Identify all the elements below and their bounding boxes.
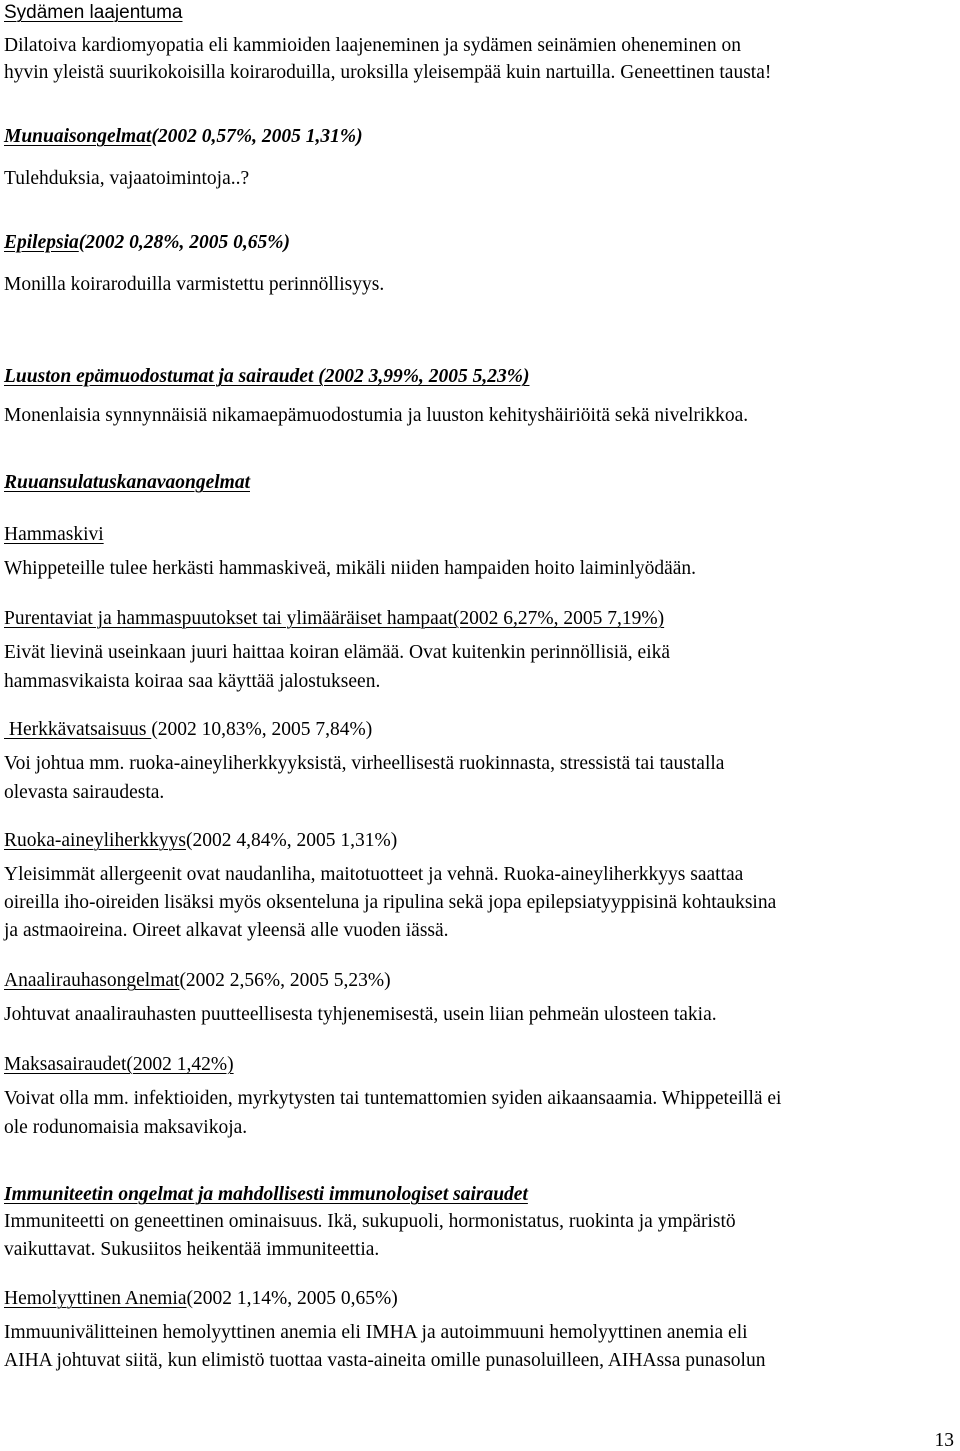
immunity-text-line-1: Immuniteetti on geneettinen ominaisuus. Ikä, sukupuoli, hormonistatus, ruokinta ja ympäristö — [4, 1211, 736, 1232]
food-allergy-heading-title: Ruoka-aineyliherkkyys — [4, 830, 186, 851]
epilepsy-text: Monilla koiraroduilla varmistettu perinnöllisyys. — [4, 274, 385, 295]
food-allergy-heading-stats: (2002 4,84%, 2005 1,31%) — [185, 830, 398, 851]
anal-gland-heading-title: Anaalirauhasongelmat — [4, 970, 180, 991]
epilepsy-heading-title: Epilepsia — [4, 232, 79, 253]
immunity-text-line-2: vaikuttavat. Sukusiitos heikentää immuniteettia. — [4, 1239, 380, 1260]
food-allergy-text-line-1: Yleisimmät allergeenit ovat naudanliha, maitotuotteet ja vehnä. Ruoka-aineyliherkkyys saattaa — [4, 864, 744, 885]
skeleton-heading: Luuston epämuodostumat ja sairaudet (2002 3,99%, 2005 5,23%) — [4, 366, 530, 387]
immunity-heading: Immuniteetin ongelmat ja mahdollisesti immunologiset sairaudet — [4, 1184, 528, 1205]
kidney-heading-title: Munuaisongelmat — [4, 126, 152, 147]
anemia-heading-title: Hemolyyttinen Anemia — [4, 1288, 187, 1309]
sensitive-stomach-heading-title: Herkkävatsaisuus — [4, 719, 152, 740]
skeleton-text: Monenlaisia synnynnäisiä nikamaepämuodostumia ja luuston kehityshäiriöitä sekä nivelrikkoa. — [4, 405, 749, 426]
food-allergy-text-line-3: ja astmaoireina. Oireet alkavat yleensä alle vuoden iässä. — [4, 920, 449, 941]
food-allergy-text-line-2: oireilla iho-oireiden lisäksi myös oksenteluna ja ripulina sekä jopa epilepsiatyyppisinä kohtauksina — [4, 892, 777, 913]
teeth-heading: Purentaviat ja hammaspuutokset tai ylimääräiset hampaat(2002 6,27%, 2005 7,19%) — [4, 608, 665, 629]
anal-gland-text: Johtuvat anaalirauhasten puutteellisesta tyhjenemisestä, usein liian pehmeän ulosteen takia. — [4, 1004, 717, 1025]
anal-gland-heading — [4, 971, 391, 991]
sensitive-stomach-heading — [4, 720, 372, 740]
kidney-heading — [4, 127, 363, 147]
anemia-heading — [4, 1289, 398, 1309]
digestive-heading: Ruuansulatuskanavaongelmat — [4, 472, 250, 493]
heart-heading: Sydämen laajentuma — [4, 2, 183, 23]
liver-heading: Maksasairaudet(2002 1,42%) — [4, 1054, 234, 1075]
anemia-text-line-2: AIHA johtuvat siitä, kun elimistö tuottaa vasta-aineita omille punasoluilleen, AIHAssa punasolun — [4, 1350, 766, 1371]
liver-text-line-1: Voivat olla mm. infektioiden, myrkytysten tai tuntemattomien syiden aikaansaamia. Whippeteillä ei — [4, 1088, 782, 1109]
liver-text-line-2: ole rodunomaisia maksavikoja. — [4, 1117, 248, 1138]
tartar-text: Whippeteille tulee herkästi hammaskiveä, mikäli niiden hampaiden hoito laiminlyödään. — [4, 558, 697, 579]
anal-gland-heading-stats: (2002 2,56%, 2005 5,23%) — [179, 970, 391, 991]
anemia-text-line-1: Immuunivälitteinen hemolyyttinen anemia eli IMHA ja autoimmuuni hemolyyttinen anemia eli — [4, 1322, 748, 1343]
page-number: 13 — [934, 1430, 954, 1451]
kidney-heading-stats: (2002 0,57%, 2005 1,31%) — [151, 126, 363, 147]
heart-text-line-2: hyvin yleistä suurikokoisilla koiraroduilla, uroksilla yleisempää kuin nartuilla. Geneettinen tausta! — [4, 62, 772, 83]
sensitive-stomach-text-line-2: olevasta sairaudesta. — [4, 782, 165, 803]
sensitive-stomach-text-line-1: Voi johtua mm. ruoka-aineyliherkkyyksistä, virheellisestä ruokinnasta, stressistä tai taustalla — [4, 753, 725, 774]
tartar-heading: Hammaskivi — [4, 524, 104, 545]
epilepsy-heading-stats: (2002 0,28%, 2005 0,65%) — [78, 232, 290, 253]
food-allergy-heading — [4, 831, 397, 851]
anemia-heading-stats: (2002 1,14%, 2005 0,65%) — [186, 1288, 398, 1309]
teeth-text-line-2: hammasvikaista koiraa saa käyttää jalostukseen. — [4, 671, 381, 692]
sensitive-stomach-heading-stats: (2002 10,83%, 2005 7,84%) — [151, 719, 373, 740]
heart-text-line-1: Dilatoiva kardiomyopatia eli kammioiden laajeneminen ja sydämen seinämien oheneminen on — [4, 35, 741, 56]
kidney-text: Tulehduksia, vajaatoimintoja..? — [4, 168, 250, 189]
epilepsy-heading — [4, 233, 290, 253]
teeth-text-line-1: Eivät lievinä useinkaan juuri haittaa koiran elämää. Ovat kuitenkin perinnöllisiä, eikä — [4, 642, 671, 663]
